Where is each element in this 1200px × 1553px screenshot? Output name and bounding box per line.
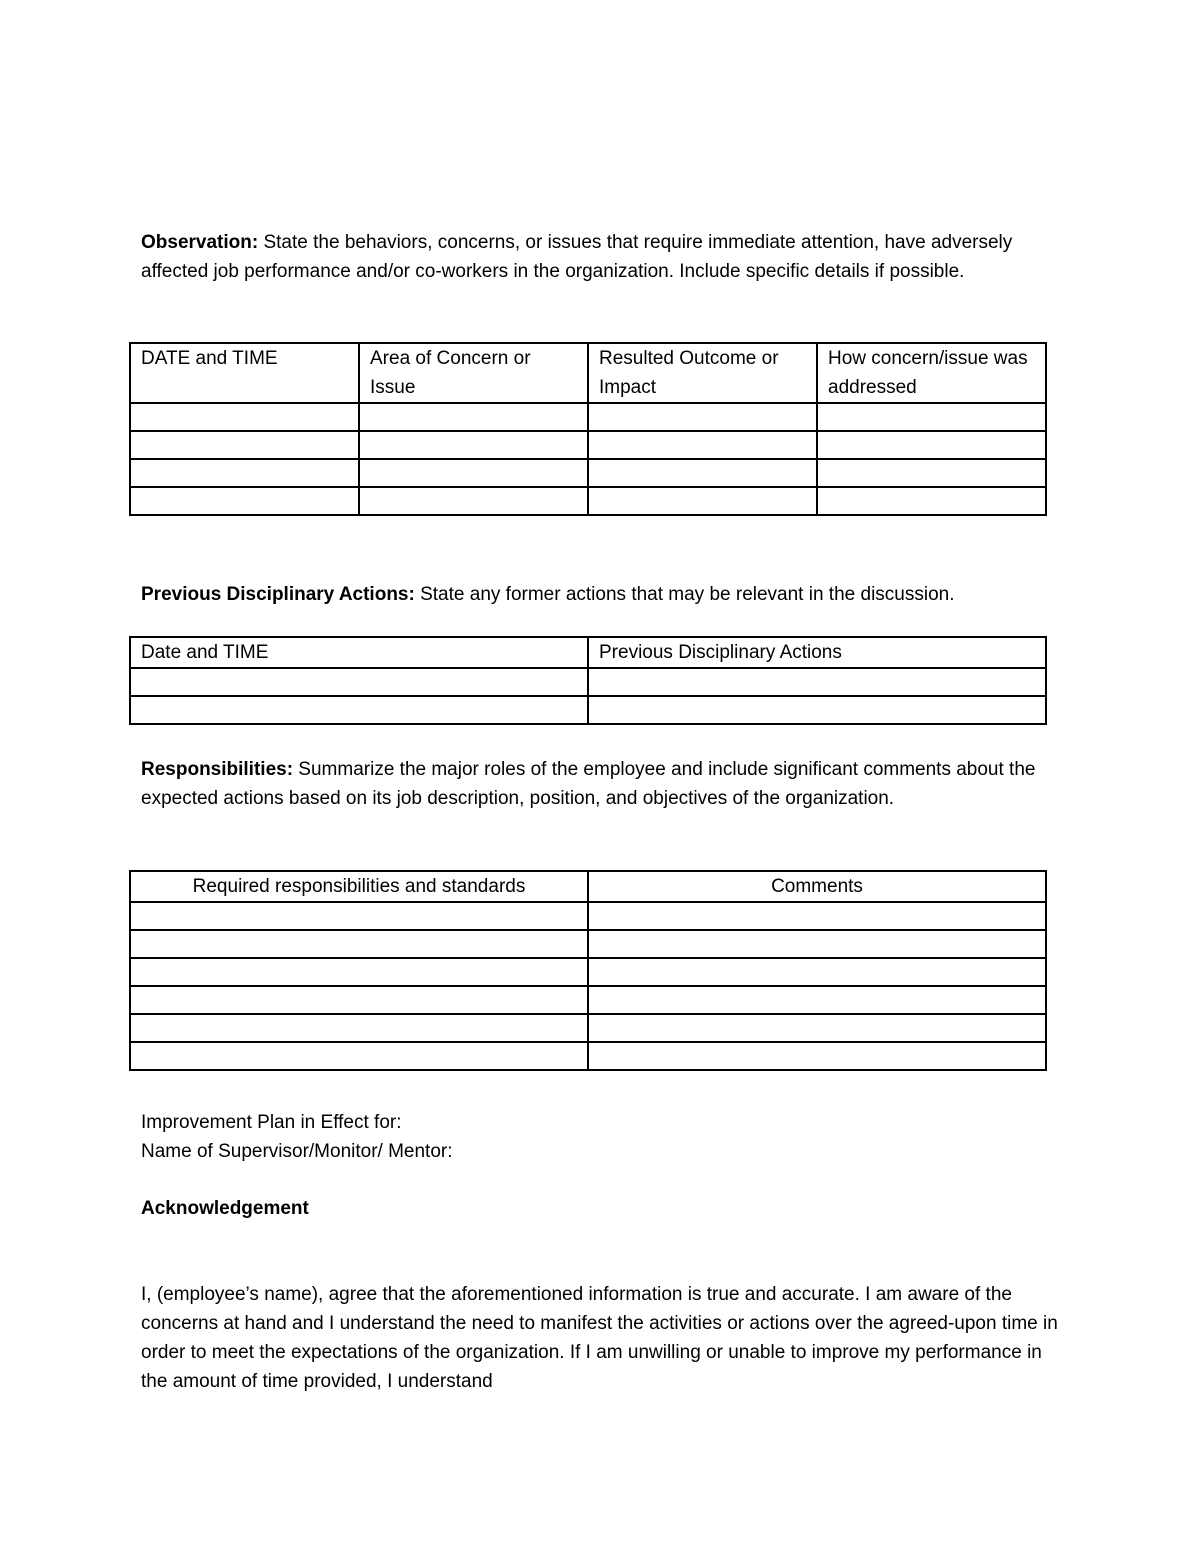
table-cell[interactable] (130, 1014, 588, 1042)
table-cell[interactable] (588, 902, 1046, 930)
table-row (130, 459, 1046, 487)
header-required-responsibilities: Required responsibilities and standards (130, 871, 588, 902)
table-cell[interactable] (130, 930, 588, 958)
table-cell[interactable] (359, 459, 588, 487)
table-cell[interactable] (588, 696, 1046, 724)
table-cell[interactable] (588, 668, 1046, 696)
table-cell[interactable] (130, 459, 359, 487)
table-cell[interactable] (130, 986, 588, 1014)
responsibilities-label: Responsibilities: (141, 759, 294, 780)
table-cell[interactable] (588, 459, 817, 487)
table-cell[interactable] (130, 958, 588, 986)
table-row (130, 487, 1046, 515)
table-cell[interactable] (130, 696, 588, 724)
improvement-plan-line: Improvement Plan in Effect for: (141, 1112, 402, 1133)
table-cell[interactable] (359, 403, 588, 431)
previous-actions-table (129, 636, 1047, 725)
observation-paragraph (141, 228, 1061, 286)
table-row (130, 986, 1046, 1014)
table-row (130, 431, 1046, 459)
table-row (130, 696, 1046, 724)
table-cell[interactable] (588, 986, 1046, 1014)
table-cell[interactable] (130, 487, 359, 515)
previous-actions-text: State any former actions that may be relevant in the discussion. (414, 584, 955, 605)
acknowledgement-text: I, (employee’s name), agree that the aforementioned information is true and accurate. I am aware of the concerns at hand and I understand the need to manifest the activities or actions over the agreed-upon time in order to meet the expectations of the organization. If I am unwilling or unable to improve my performance in the amount of time provided, I understand (141, 1284, 1058, 1392)
supervisor-line: Name of Supervisor/Monitor/ Mentor: (141, 1141, 453, 1162)
responsibilities-paragraph (141, 755, 1061, 813)
table-cell[interactable] (817, 431, 1046, 459)
header-date-time: DATE and TIME (130, 343, 359, 403)
observation-label: Observation: (141, 232, 259, 253)
table-row (130, 403, 1046, 431)
table-header-row (130, 343, 1046, 403)
header-area-of-concern: Area of Concern or Issue (359, 343, 588, 403)
table-cell[interactable] (817, 487, 1046, 515)
header-comments: Comments (588, 871, 1046, 902)
table-header-row (130, 637, 1046, 668)
acknowledgement-heading: Acknowledgement (141, 1198, 309, 1219)
table-cell[interactable] (588, 487, 817, 515)
header-resulted-outcome: Resulted Outcome or Impact (588, 343, 817, 403)
table-row (130, 902, 1046, 930)
table-cell[interactable] (130, 668, 588, 696)
previous-actions-label: Previous Disciplinary Actions: (141, 584, 415, 605)
header-date-time: Date and TIME (130, 637, 588, 668)
observation-table (129, 342, 1047, 516)
table-row (130, 1042, 1046, 1070)
responsibilities-text: Summarize the major roles of the employee and include significant comments about the expected actions based on its job description, position, and objectives of the organization. (141, 759, 1036, 809)
table-cell[interactable] (130, 902, 588, 930)
table-row (130, 668, 1046, 696)
header-previous-actions: Previous Disciplinary Actions (588, 637, 1046, 668)
table-cell[interactable] (588, 958, 1046, 986)
table-cell[interactable] (588, 403, 817, 431)
previous-actions-paragraph (141, 580, 1061, 609)
table-cell[interactable] (817, 459, 1046, 487)
table-cell[interactable] (359, 431, 588, 459)
header-how-addressed: How concern/issue was addressed (817, 343, 1046, 403)
table-cell[interactable] (588, 1014, 1046, 1042)
table-row (130, 958, 1046, 986)
responsibilities-table (129, 870, 1047, 1071)
table-cell[interactable] (130, 403, 359, 431)
table-cell[interactable] (588, 1042, 1046, 1070)
table-row (130, 1014, 1046, 1042)
table-cell[interactable] (588, 431, 817, 459)
table-cell[interactable] (359, 487, 588, 515)
table-row (130, 930, 1046, 958)
table-cell[interactable] (130, 1042, 588, 1070)
observation-text: State the behaviors, concerns, or issues that require immediate attention, have adversely affected job performance and/or co-workers in the organization. Include specific details if possible. (141, 232, 1013, 282)
table-header-row (130, 871, 1046, 902)
table-cell[interactable] (130, 431, 359, 459)
table-cell[interactable] (817, 403, 1046, 431)
table-cell[interactable] (588, 930, 1046, 958)
